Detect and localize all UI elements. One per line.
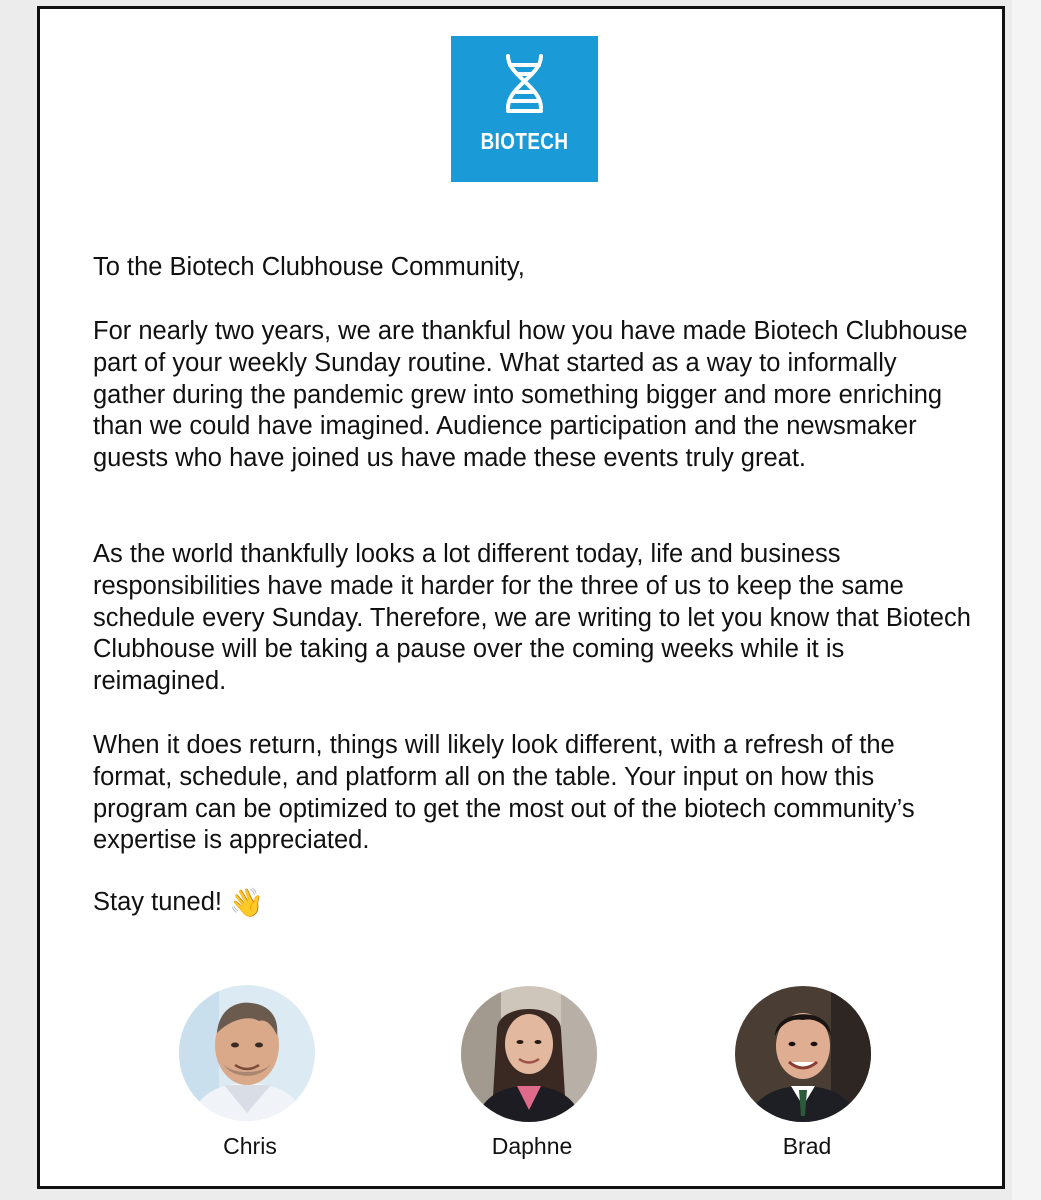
letter-paragraph-3: When it does return, things will likely look different, with a refresh of the format, schedule, and platform all on the table. Your input on how this program can be optimized to get the most out of the biotech community’s expertise is appreciated. [93, 731, 915, 855]
letter-greeting: To the Biotech Clubhouse Community, [93, 253, 525, 281]
letter-paragraph-2: As the world thankfully looks a lot different today, life and business responsibilities have made it harder for the three of us to keep the same schedule every Sunday. Therefore, we are writing to let you know that Biotech Clubhouse will be taking a pause over the coming weeks while it is reimagined. [93, 540, 971, 696]
dna-icon [451, 36, 598, 182]
letter-card [37, 6, 1005, 1189]
letter-closing [93, 887, 973, 919]
avatar-chris [179, 985, 315, 1121]
signatory-name-brad: Brad [782, 1133, 832, 1159]
biotech-logo [451, 36, 598, 182]
signatory-name-chris: Chris [223, 1133, 277, 1159]
waving-hand-icon: 👋 [229, 887, 264, 919]
closing-text: Stay tuned! [93, 888, 223, 916]
signatory-name-daphne: Daphne [491, 1133, 573, 1159]
scroll-gutter [1012, 0, 1041, 1200]
avatar-daphne [461, 986, 597, 1122]
logo-text: BIOTECH [480, 128, 569, 154]
letter-paragraph-1: For nearly two years, we are thankful how you have made Biotech Clubhouse part of your weekly Sunday routine. What started as a way to informally gather during the pandemic grew into something bigger and more enriching than we could have imagined. Audience participation and the newsmaker guests who have joined us have made these events truly great. [93, 317, 968, 473]
avatar-brad [735, 986, 871, 1122]
